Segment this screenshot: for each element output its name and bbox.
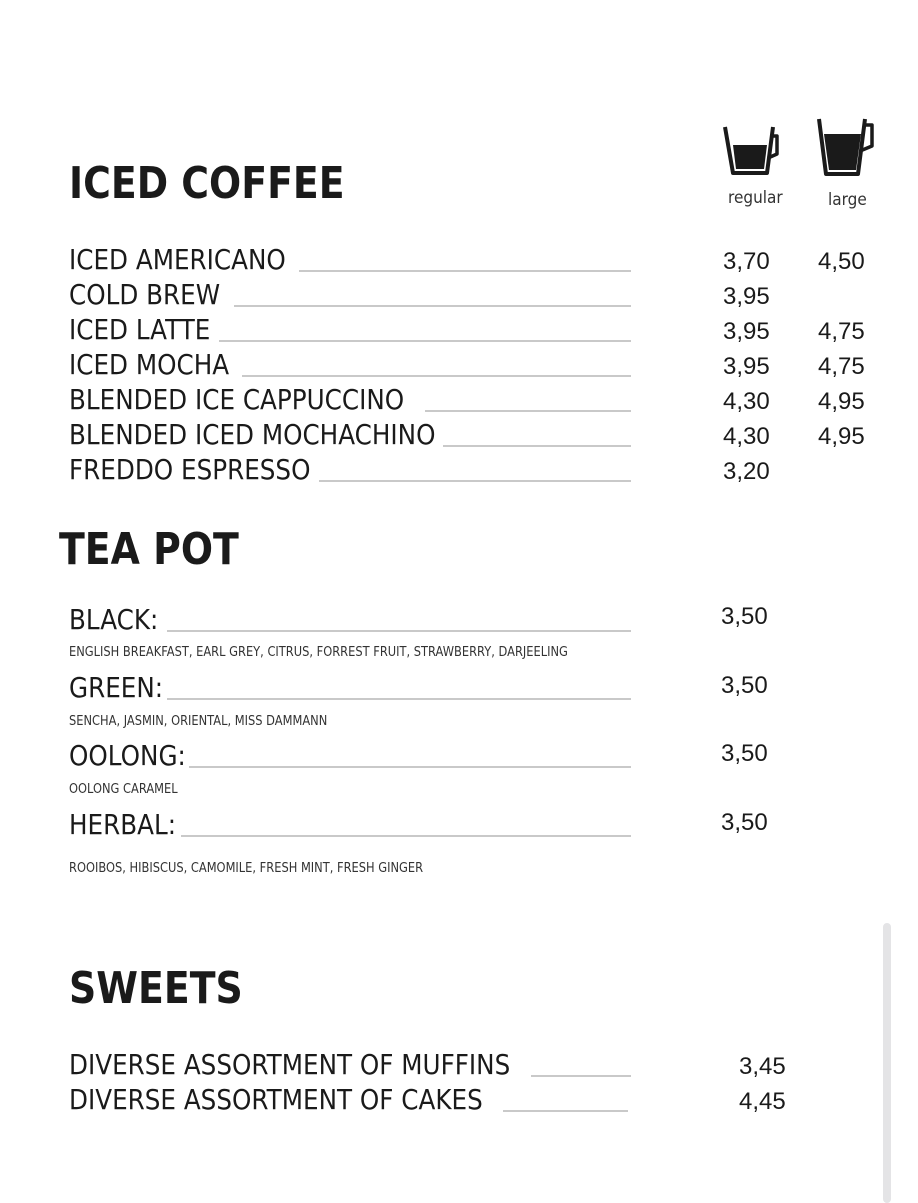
item-name: BLENDED ICED MOCHACHINO — [69, 418, 436, 451]
price-regular: 3,70 — [723, 248, 770, 275]
menu-item — [69, 345, 631, 379]
price: 3,50 — [721, 809, 768, 836]
item-name: DIVERSE ASSORTMENT OF MUFFINS — [69, 1048, 511, 1081]
price: 3,50 — [721, 603, 768, 630]
menu-item — [69, 450, 631, 484]
price-large: 4,75 — [818, 318, 865, 345]
item-name: HERBAL: — [69, 808, 177, 841]
item-name: FREDDO ESPRESSO — [69, 453, 311, 486]
menu-item — [69, 275, 631, 309]
tea-varieties: OOLONG CARAMEL — [69, 782, 178, 797]
menu-item — [69, 805, 631, 839]
regular-cup-icon — [722, 124, 780, 176]
section-title-iced-coffee: ICED COFFEE — [69, 158, 345, 209]
item-name: GREEN: — [69, 671, 164, 704]
item-name: DIVERSE ASSORTMENT OF CAKES — [69, 1083, 483, 1116]
tea-varieties: ENGLISH BREAKFAST, EARL GREY, CITRUS, FORREST FRUIT, STRAWBERRY, DARJEELING — [69, 645, 568, 660]
price-large: 4,95 — [818, 388, 865, 415]
leader-line — [189, 766, 631, 768]
menu-item — [69, 1045, 631, 1079]
menu-item — [69, 415, 631, 449]
item-name: BLENDED ICE CAPPUCCINO — [69, 383, 405, 416]
leader-line — [181, 835, 631, 837]
scrollbar[interactable] — [883, 923, 891, 1203]
regular-size-label: regular — [728, 188, 783, 208]
large-size-label: large — [828, 190, 867, 210]
menu-item — [69, 1080, 631, 1114]
menu-item — [69, 600, 631, 634]
price-regular: 3,95 — [723, 353, 770, 380]
menu-item — [69, 380, 631, 414]
leader-line — [531, 1075, 631, 1077]
item-name: ICED MOCHA — [69, 348, 230, 381]
large-cup-icon — [816, 116, 876, 178]
price-regular: 4,30 — [723, 423, 770, 450]
price: 3,50 — [721, 672, 768, 699]
price-large: 4,95 — [818, 423, 865, 450]
price: 4,45 — [739, 1088, 786, 1115]
leader-line — [219, 340, 631, 342]
leader-line — [242, 375, 631, 377]
section-title-sweets: SWEETS — [69, 963, 243, 1014]
menu-item — [69, 736, 631, 770]
section-title-tea-pot: TEA POT — [59, 524, 239, 575]
menu-item — [69, 240, 631, 274]
leader-line — [167, 630, 631, 632]
item-name: ICED AMERICANO — [69, 243, 286, 276]
price-regular: 3,20 — [723, 458, 770, 485]
leader-line — [503, 1110, 628, 1112]
price-large: 4,50 — [818, 248, 865, 275]
item-name: COLD BREW — [69, 278, 221, 311]
leader-line — [299, 270, 631, 272]
leader-line — [234, 305, 631, 307]
tea-varieties: SENCHA, JASMIN, ORIENTAL, MISS DAMMANN — [69, 714, 328, 729]
item-name: BLACK: — [69, 603, 159, 636]
leader-line — [443, 445, 631, 447]
leader-line — [319, 480, 631, 482]
price-regular: 3,95 — [723, 283, 770, 310]
item-name: OOLONG: — [69, 739, 186, 772]
menu-item — [69, 310, 631, 344]
leader-line — [167, 698, 631, 700]
item-name: ICED LATTE — [69, 313, 211, 346]
leader-line — [425, 410, 631, 412]
menu-item — [69, 668, 631, 702]
price-regular: 4,30 — [723, 388, 770, 415]
price: 3,50 — [721, 740, 768, 767]
price-regular: 3,95 — [723, 318, 770, 345]
price-large: 4,75 — [818, 353, 865, 380]
tea-varieties: ROOIBOS, HIBISCUS, CAMOMILE, FRESH MINT, FRESH GINGER — [69, 861, 424, 876]
price: 3,45 — [739, 1053, 786, 1080]
